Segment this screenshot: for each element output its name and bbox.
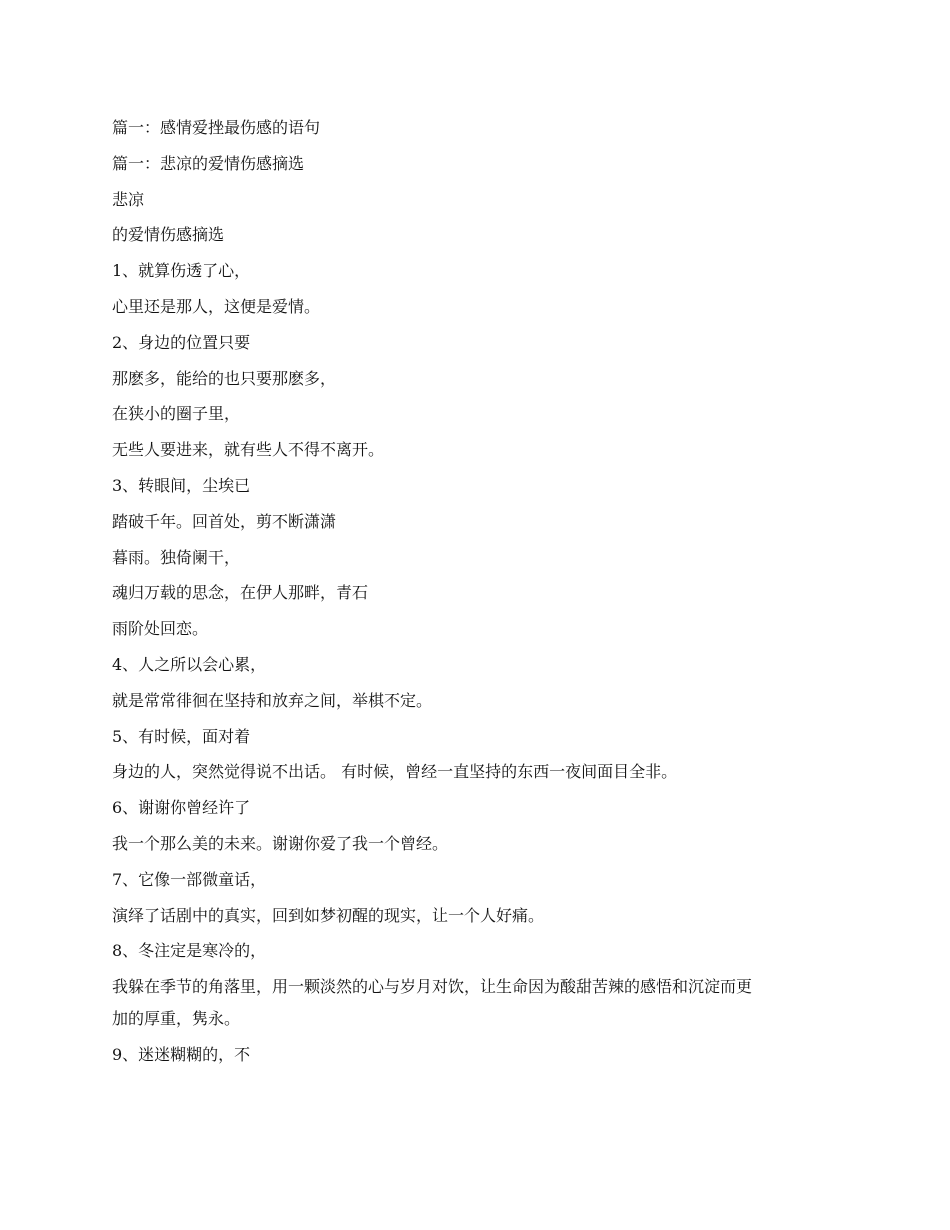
text-line: 那麽多，能给的也只要那麽多， xyxy=(112,368,337,388)
text-line: 演绎了话剧中的真实，回到如梦初醒的现实，让一个人好痛。 xyxy=(112,905,545,925)
text-line: 悲凉 xyxy=(112,189,145,209)
text-line: 踏破千年。回首处，剪不断潇潇 xyxy=(112,511,337,531)
text-line: 5、有时候，面对着 xyxy=(112,726,251,746)
text-line: 雨阶处回恋。 xyxy=(112,619,209,639)
text-line: 2、身边的位置只要 xyxy=(112,332,251,352)
text-line: 加的厚重，隽永。 xyxy=(112,1009,241,1029)
text-line: 我一个那么美的未来。谢谢你爱了我一个曾经。 xyxy=(112,833,449,853)
text-line: 8、冬注定是寒冷的， xyxy=(112,941,267,961)
document-body xyxy=(112,118,852,1081)
text-line: 暮雨。独倚阑干， xyxy=(112,547,241,567)
text-line: 篇一：感情爱挫最伤感的语句 xyxy=(112,118,321,137)
text-line: 1、就算伤透了心， xyxy=(112,261,251,281)
text-line: 的爱情伤感摘选 xyxy=(112,225,225,245)
text-line: 无些人要进来，就有些人不得不离开。 xyxy=(112,440,385,460)
text-line: 9、迷迷糊糊的，不 xyxy=(112,1044,251,1064)
text-line: 6、谢谢你曾经许了 xyxy=(112,798,251,818)
text-line: 魂归万载的思念，在伊人那畔，青石 xyxy=(112,583,369,603)
text-line: 就是常常徘徊在坚持和放弃之间，举棋不定。 xyxy=(112,690,433,710)
text-line: 心里还是那人，这便是爱情。 xyxy=(112,296,321,316)
text-line: 在狭小的圈子里， xyxy=(112,404,241,424)
text-line: 篇一：悲凉的爱情伤感摘选 xyxy=(112,153,305,173)
text-line: 3、转眼间，尘埃已 xyxy=(112,475,251,495)
text-line: 我躲在季节的角落里，用一颗淡然的心与岁月对饮，让生命因为酸甜苦辣的感悟和沉淀而更 xyxy=(112,977,753,997)
text-line: 4、人之所以会心累， xyxy=(112,654,267,674)
text-line: 7、它像一部微童话， xyxy=(112,869,267,889)
text-line: 身边的人，突然觉得说不出话。 有时候，曾经一直坚持的东西一夜间面目全非。 xyxy=(112,762,678,782)
